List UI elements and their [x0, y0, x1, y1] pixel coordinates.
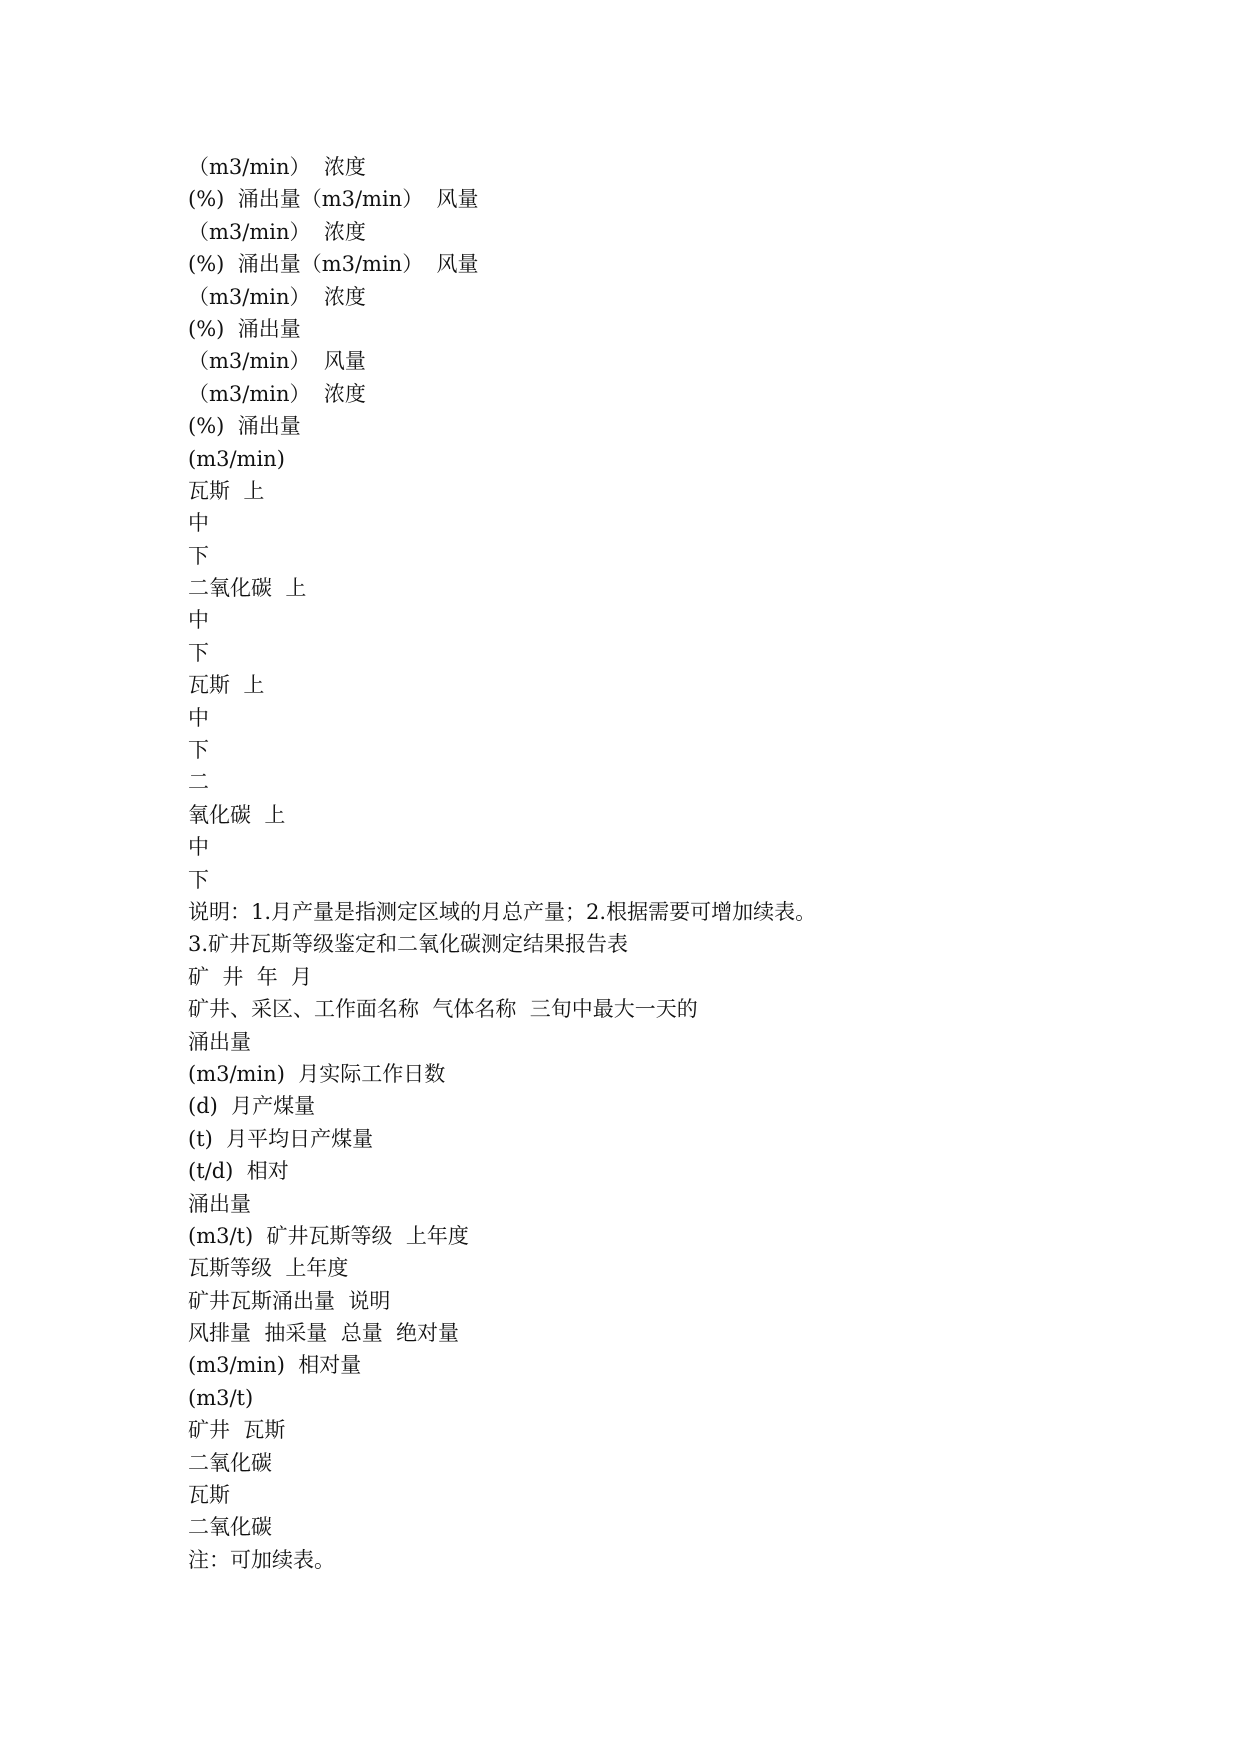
- text-line: 二氧化碳: [188, 1515, 272, 1540]
- text-line: 下: [188, 867, 209, 892]
- text-line: 瓦斯等级 上年度: [188, 1256, 349, 1281]
- text-line: 中: [188, 705, 209, 730]
- text-line: 涌出量: [188, 1029, 251, 1054]
- text-line: (t) 月平均日产煤量: [188, 1126, 374, 1151]
- text-line: 矿 井 年 月: [188, 964, 313, 989]
- text-line: 下: [188, 543, 209, 568]
- text-line: 矿井 瓦斯: [188, 1418, 286, 1443]
- text-line: 注：可加续表。: [188, 1547, 335, 1572]
- text-line: (m3/t) 矿井瓦斯等级 上年度: [188, 1223, 469, 1248]
- text-line: 中: [188, 835, 209, 860]
- text-line: （m3/min） 浓度: [188, 219, 366, 244]
- text-line: 瓦斯: [188, 1483, 230, 1508]
- text-line: (t/d) 相对: [188, 1159, 289, 1184]
- text-line: （m3/min） 浓度: [188, 155, 366, 179]
- text-line: 中: [188, 608, 209, 633]
- text-line: (%) 涌出量: [188, 316, 301, 341]
- text-line: (m3/t): [188, 1385, 254, 1410]
- text-line: (%) 涌出量（m3/min） 风量: [188, 252, 479, 277]
- text-line: 3.矿井瓦斯等级鉴定和二氧化碳测定结果报告表: [188, 932, 629, 957]
- document-body: [188, 151, 1188, 1576]
- text-line: (m3/min): [188, 446, 285, 471]
- text-line: (%) 涌出量（m3/min） 风量: [188, 187, 479, 212]
- text-line: 下: [188, 640, 209, 665]
- text-line: （m3/min） 风量: [188, 349, 366, 374]
- text-line: 瓦斯 上: [188, 478, 265, 503]
- text-line: 矿井瓦斯涌出量 说明: [188, 1288, 391, 1313]
- text-line: 说明：1.月产量是指测定区域的月总产量；2.根据需要可增加续表。: [188, 899, 817, 924]
- text-line: 二: [188, 770, 209, 795]
- text-line: （m3/min） 浓度: [188, 284, 366, 309]
- text-line: 矿井、采区、工作面名称 气体名称 三旬中最大一天的: [188, 997, 698, 1022]
- text-line: 二氧化碳 上: [188, 576, 307, 601]
- text-line: (%) 涌出量: [188, 414, 301, 439]
- text-line: （m3/min） 浓度: [188, 381, 366, 406]
- text-line: (d) 月产煤量: [188, 1094, 316, 1119]
- text-line: 风排量 抽采量 总量 绝对量: [188, 1321, 460, 1346]
- text-line: (m3/min) 月实际工作日数: [188, 1061, 446, 1086]
- text-line: 氧化碳 上: [188, 802, 286, 827]
- text-line: 涌出量: [188, 1191, 251, 1216]
- text-line: (m3/min) 相对量: [188, 1353, 362, 1378]
- text-line: 中: [188, 511, 209, 536]
- text-line: 瓦斯 上: [188, 673, 265, 698]
- text-line: 二氧化碳: [188, 1450, 272, 1475]
- text-line: 下: [188, 738, 209, 763]
